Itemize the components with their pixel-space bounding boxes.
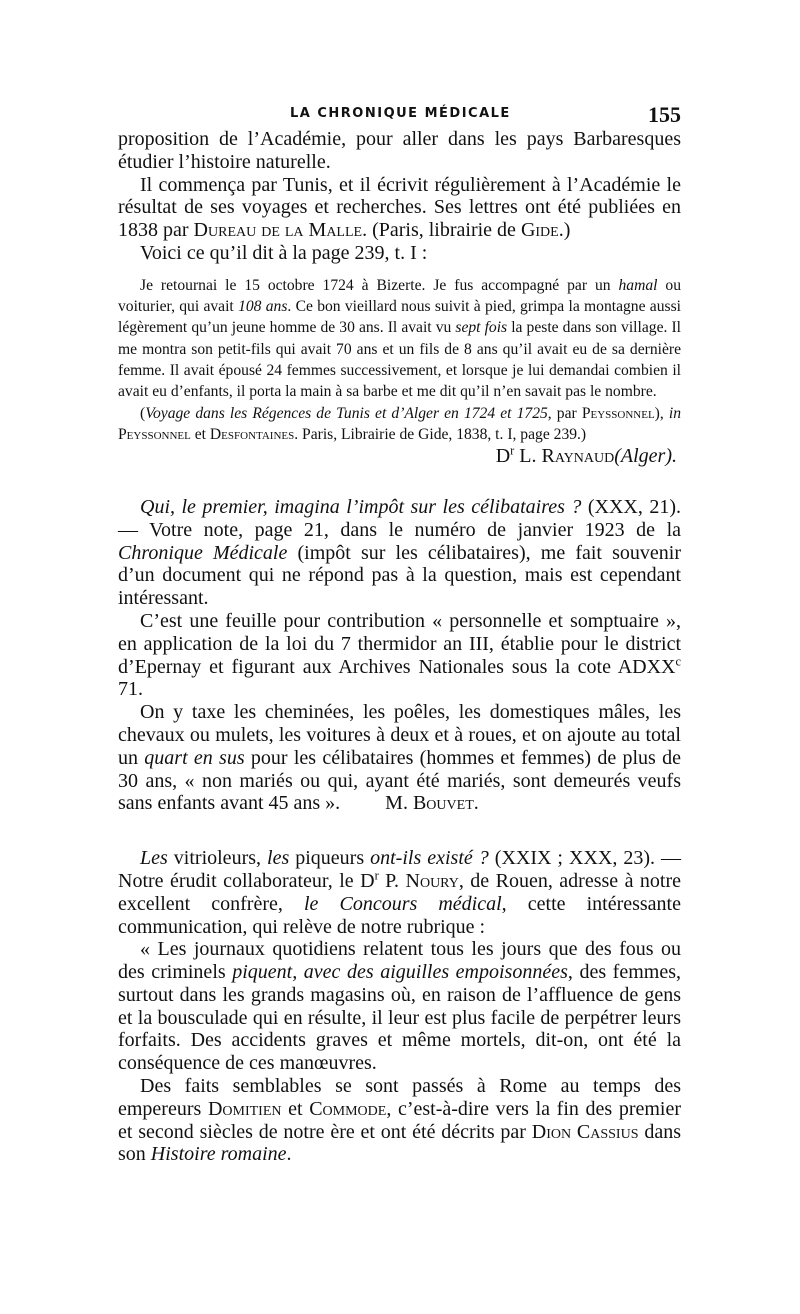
author-name: Domitien bbox=[207, 1097, 282, 1120]
block-quote bbox=[118, 275, 681, 445]
text-run: , des femmes, surtout dans les grands magasins où, en raison de l’affluence de gens et la bousculade qui en résulte, il leur est plus facile de perpétrer leurs forfaits. Des accidents graves et même mortels, dit-on, ont été la conséquence de ces manœuvres. bbox=[118, 961, 681, 1075]
text-run: D bbox=[495, 445, 511, 468]
running-title: LA CHRONIQUE MÉDICALE bbox=[290, 106, 511, 121]
text-run: C’est une feuille pour contribution « personnelle et somptuaire », en application de la loi du 7 thermidor an III, établie pour le district d’Epernay et figurant aux Archives Nationales sous la cote ADXX bbox=[118, 609, 681, 678]
quote-reference bbox=[118, 403, 681, 446]
page-header bbox=[118, 102, 681, 130]
paragraph-voici bbox=[118, 242, 681, 265]
section-title: Les bbox=[140, 847, 168, 870]
author-name: Dion Cassius bbox=[531, 1120, 639, 1143]
text-run: ou voiturier, qui avait bbox=[118, 276, 681, 316]
paragraph-vitrioleurs bbox=[118, 847, 681, 938]
text-run: . (Paris, librairie de bbox=[362, 219, 521, 242]
text-run: .) bbox=[558, 219, 571, 242]
italic-run: hamal bbox=[618, 276, 658, 294]
text-run: . Ce bon vieillard nous suivit à pied, grimpa la montagne aussi légèrement qu’un jeune homme de 30 ans. Il avait vu bbox=[118, 298, 681, 337]
text-run: et bbox=[190, 425, 210, 443]
paragraph-intro bbox=[118, 128, 681, 174]
page-number: 155 bbox=[648, 102, 681, 127]
text-run: dans son bbox=[118, 1120, 681, 1166]
text-run: pour les célibataires (hommes et femmes) de plus de 30 ans, « non mariés ou qui, ayant été mariés, sont demeurés veufs sans enfants avant 45 ans ». bbox=[118, 746, 681, 815]
reference-title: Voyage dans les Régences de Tunis et d’Alger en 1724 et 1725 bbox=[145, 404, 548, 422]
author-name: Dureau de la Malle bbox=[193, 219, 363, 242]
section-title: les bbox=[267, 847, 290, 870]
section-title: ont-ils existé ? bbox=[370, 847, 489, 870]
text-run: « Les journaux quotidiens relatent tous les jours que des fous ou des criminels bbox=[118, 938, 681, 984]
text-run: On y taxe les cheminées, les poêles, les domestiques mâles, les chevaux ou mulets, les voitures à deux et à roues, et on ajoute au total un bbox=[118, 701, 681, 769]
italic-run: (Alger). bbox=[614, 445, 677, 468]
author-name: Desfontaines bbox=[209, 425, 295, 443]
publisher-name: Gide bbox=[520, 219, 559, 242]
paragraph-journaux bbox=[118, 938, 681, 1075]
section-title: piqueurs bbox=[289, 847, 371, 870]
text-run: Il commença par Tunis, et il écrivit régulièrement à l’Académie le résultat de ses voyages et recherches. Ses lettres ont été publiées en 1838 par bbox=[118, 173, 681, 242]
text-run: , cette intéressante communication, qui relève de notre rubrique : bbox=[118, 892, 681, 938]
superscript: r bbox=[374, 868, 379, 883]
author-name: Bouvet bbox=[412, 792, 474, 815]
paragraph-taxe bbox=[118, 701, 681, 815]
italic-run: sept fois bbox=[455, 319, 508, 337]
section-title: vitrioleurs, bbox=[167, 847, 268, 870]
author-name: Noury bbox=[405, 869, 459, 892]
text-run: ), bbox=[654, 404, 669, 422]
author-name: Peyssonnel bbox=[118, 425, 191, 443]
text-run: , par bbox=[547, 404, 582, 422]
author-name: Peyssonnel bbox=[581, 404, 655, 422]
author-name: Raynaud bbox=[541, 445, 615, 468]
italic-run: piquent, avec des aiguilles empoisonnées bbox=[232, 961, 568, 984]
section-title: Qui, le premier, imagina l’impôt sur les célibataires ? bbox=[140, 495, 582, 518]
text-run: Je retournai le 15 octobre 1724 à Bizerte. Je fus accompagné par un bbox=[140, 276, 619, 294]
italic-run: in bbox=[668, 404, 682, 422]
paragraph-celibataires bbox=[118, 496, 681, 610]
paragraph-feuille bbox=[118, 610, 681, 701]
text-run: Voici ce qu’il dit à la page 239, t. I : bbox=[140, 241, 428, 264]
italic-run: 108 ans bbox=[238, 298, 288, 316]
journal-name: Chronique Médicale bbox=[118, 541, 288, 564]
text-run: ( bbox=[140, 404, 146, 422]
book-title: Histoire romaine bbox=[150, 1143, 287, 1166]
text-run: la peste dans son village. Il me montra son petit-fils qui avait 70 ans et un fils de 8 ans qu’il avait eu de sa dernière femme. Il avait épousé 24 femmes successivement, et lorsque je lui demandai combien il avait eu d’enfants, il porta la main à sa barbe et me dit qu’il n’en savait pas le nombre. bbox=[118, 319, 681, 401]
quote-text bbox=[118, 275, 681, 403]
paragraph-tunis bbox=[118, 174, 681, 242]
paragraph-rome bbox=[118, 1075, 681, 1166]
signature-raynaud bbox=[118, 445, 681, 468]
superscript: r bbox=[510, 443, 515, 458]
text-run: , c’est-à-dire vers la fin des premier et second siècles de notre ère et ont été décrits par bbox=[118, 1097, 682, 1143]
text-run: . bbox=[286, 1143, 292, 1166]
text-run: et bbox=[281, 1097, 310, 1120]
text-run: (XXIX ; XXX, 23). — Notre érudit collaborateur, le D bbox=[118, 847, 681, 892]
text-run: Des faits semblables se sont passés à Rome au temps des empereurs bbox=[118, 1075, 681, 1120]
italic-run: quart en sus bbox=[144, 746, 245, 769]
text-run: 71. bbox=[118, 678, 143, 701]
text-run: (impôt sur les célibataires), me fait souvenir d’un document qui ne répond pas à la question, mais est cependant intéressant. bbox=[118, 541, 681, 610]
journal-name: le Concours médical bbox=[303, 892, 502, 915]
text-run: (XXX, 21). — Votre note, page 21, dans le numéro de janvier 1923 de la bbox=[118, 495, 681, 541]
text-run: , de Rouen, adresse à notre excellent confrère, bbox=[118, 869, 682, 915]
section-gap bbox=[118, 468, 681, 496]
section-gap bbox=[118, 815, 681, 847]
body-text bbox=[118, 128, 681, 1166]
text-run: proposition de l’Académie, pour aller dans les pays Barbaresques étudier l’histoire naturelle. bbox=[118, 128, 681, 173]
superscript: c bbox=[675, 653, 681, 668]
text-run: P. bbox=[378, 869, 406, 892]
text-run: L. bbox=[514, 445, 542, 468]
signature-bouvet: M. bbox=[385, 792, 413, 815]
text-run: . Paris, Librairie de Gide, 1838, t. I, page 239.) bbox=[294, 425, 587, 443]
author-name: Commode bbox=[309, 1097, 387, 1120]
text-run: . bbox=[473, 792, 479, 815]
